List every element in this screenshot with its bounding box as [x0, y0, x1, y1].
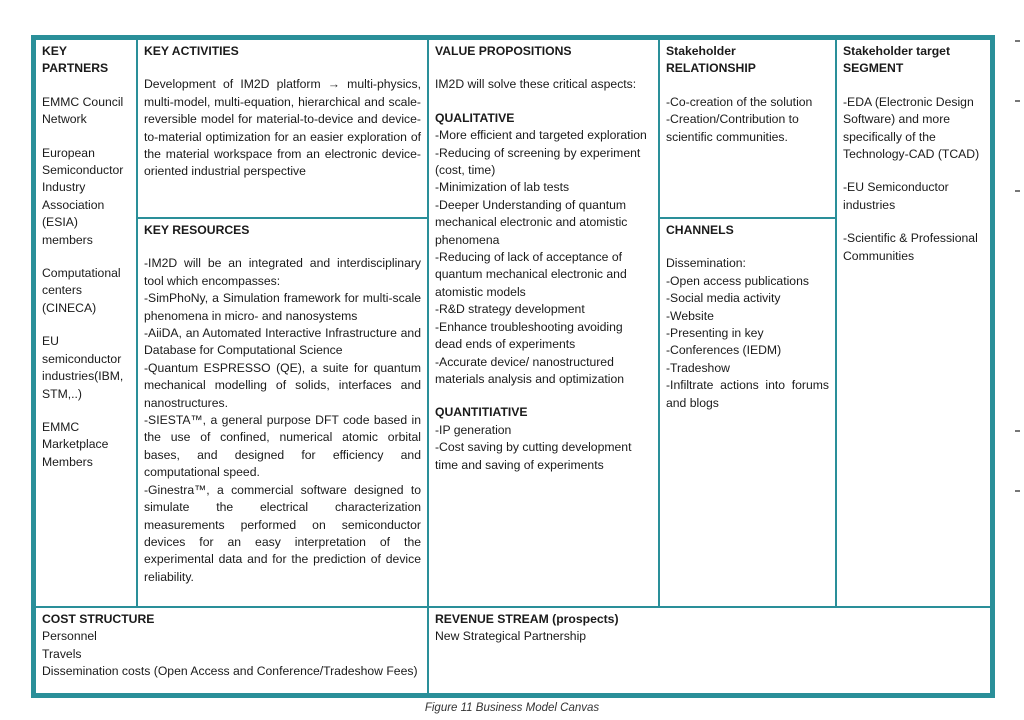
- margin-mark: [1015, 40, 1020, 42]
- value-propositions-intro: IM2D will solve these critical aspects:: [435, 77, 637, 92]
- cost-item: Dissemination costs (Open Access and Conference/Tradeshow Fees): [42, 664, 418, 679]
- value-propositions-heading: VALUE PROPOSITIONS: [435, 44, 572, 58]
- channel-item: -Tradeshow: [666, 360, 730, 375]
- segment-item: -EU Semiconductor industries: [843, 180, 949, 212]
- channels-cell: [658, 217, 837, 608]
- key-partner-item: EMMC Council Network: [42, 94, 124, 127]
- stakeholder-segment-cell: [835, 38, 992, 608]
- key-partners-cell: [34, 38, 138, 608]
- relationship-item: -Creation/Contribution to scientific communities.: [666, 112, 799, 144]
- revenue-stream-cell: [427, 606, 992, 695]
- stakeholder-relationship-heading-line1: Stakeholder: [666, 44, 736, 58]
- quantitative-item: -IP generation: [435, 422, 512, 437]
- key-activities-heading: KEY ACTIVITIES: [144, 44, 239, 58]
- margin-mark: [1015, 100, 1020, 102]
- channel-item: -Social media activity: [666, 291, 781, 306]
- qualitative-item: -Enhance troubleshooting avoiding dead ends of experiments: [435, 319, 623, 352]
- channels-intro: Dissemination:: [666, 256, 746, 271]
- revenue-item: New Strategical Partnership: [435, 629, 587, 644]
- figure-caption: Figure 11 Business Model Canvas: [424, 702, 600, 714]
- channel-item: -Infiltrate actions into forums and blogs: [666, 378, 829, 410]
- key-resources-cell: [136, 217, 429, 608]
- channel-item: -Website: [666, 308, 714, 323]
- cost-item: Personnel: [42, 629, 97, 644]
- key-resource-item: -Ginestra™, a commercial software designed to simulate the electrical characterization measurements performed on semiconductor devices for an easy interpretation of the experimental data and for the prediction of device reliability.: [144, 482, 421, 584]
- margin-mark: [1015, 490, 1020, 492]
- qualitative-item: -Reducing of lack of acceptance of quantum mechanical electronic and atomistic models: [435, 250, 627, 299]
- key-resource-item: -IM2D will be an integrated and interdisciplinary tool which encompasses:: [144, 256, 421, 288]
- key-resource-item: -SimPhoNy, a Simulation framework for multi-scale phenomena in micro- and nanosystems: [144, 291, 421, 323]
- qualitative-item: -Accurate device/ nanostructured materials analysis and optimization: [435, 354, 624, 386]
- cost-item: Travels: [42, 646, 82, 661]
- quantitative-item: -Cost saving by cutting development time and saving of experiments: [435, 440, 632, 472]
- stakeholder-segment-heading-line2: SEGMENT: [843, 61, 904, 76]
- key-partner-item: EU semiconductor industries(IBM, STM,..): [42, 334, 124, 401]
- qualitative-item: -R&D strategy development: [435, 302, 585, 317]
- key-resource-item: -SIESTA™, a general purpose DFT code based in the use of confined, numerical atomic orbital bases, and designed for efficiency and computational speed.: [144, 413, 421, 480]
- margin-mark: [1015, 430, 1020, 432]
- cost-structure-cell: [34, 606, 429, 695]
- cost-structure-heading: COST STRUCTURE: [42, 612, 155, 626]
- channels-heading: CHANNELS: [666, 223, 734, 237]
- qualitative-heading: QUALITATIVE: [435, 110, 515, 125]
- key-resource-item: -AiiDA, an Automated Interactive Infrastructure and Database for Computational Science: [144, 326, 421, 358]
- segment-item: -EDA (Electronic Design Software) and more specifically of the Technology-CAD (TCAD): [843, 94, 980, 162]
- key-partners-heading: KEY PARTNERS: [42, 44, 109, 76]
- qualitative-item: -Minimization of lab tests: [435, 180, 570, 195]
- key-partner-item: European Semiconductor Industry Association (ESIA) members: [42, 145, 124, 247]
- qualitative-item: -Deeper Understanding of quantum mechanical electronic and atomistic phenomena: [435, 197, 628, 247]
- key-activities-cell: [136, 38, 429, 219]
- segment-item: -Scientific & Professional Communities: [843, 231, 978, 263]
- qualitative-item: -Reducing of screening by experiment (cost, time): [435, 145, 641, 178]
- value-propositions-cell: [427, 38, 660, 608]
- revenue-stream-heading: REVENUE STREAM (prospects): [435, 612, 619, 626]
- stakeholder-relationship-cell: [658, 38, 837, 219]
- stakeholder-segment-heading-line1: Stakeholder target: [843, 44, 951, 58]
- channel-item: -Conferences (IEDM): [666, 343, 782, 358]
- stakeholder-relationship-heading-line2: RELATIONSHIP: [666, 61, 756, 76]
- channel-item: -Open access publications: [666, 273, 809, 288]
- qualitative-item: -More efficient and targeted exploration: [435, 128, 647, 143]
- relationship-item: -Co-creation of the solution: [666, 94, 813, 109]
- key-resource-item: -Quantum ESPRESSO (QE), a suite for quantum mechanical modelling of solids, interfaces and nanostructures.: [144, 360, 421, 410]
- margin-marks: [1014, 40, 1020, 540]
- key-activities-text: Development of IM2D platform → multi-physics, multi-model, multi-equation, hierarchical and scale-reversible model for material-to-device and device-to-material optimization for an easier exploration of the material workspace from an electronic device-oriented industrial perspective: [144, 77, 421, 179]
- margin-mark: [1015, 190, 1020, 192]
- business-model-canvas: [31, 35, 995, 698]
- quantitative-heading: QUANTITIATIVE: [435, 405, 528, 420]
- key-resources-heading: KEY RESOURCES: [144, 223, 250, 237]
- key-partner-item: Computational centers (CINECA): [42, 266, 121, 315]
- channel-item: -Presenting in key: [666, 326, 764, 341]
- key-partner-item: EMMC Marketplace Members: [42, 419, 109, 469]
